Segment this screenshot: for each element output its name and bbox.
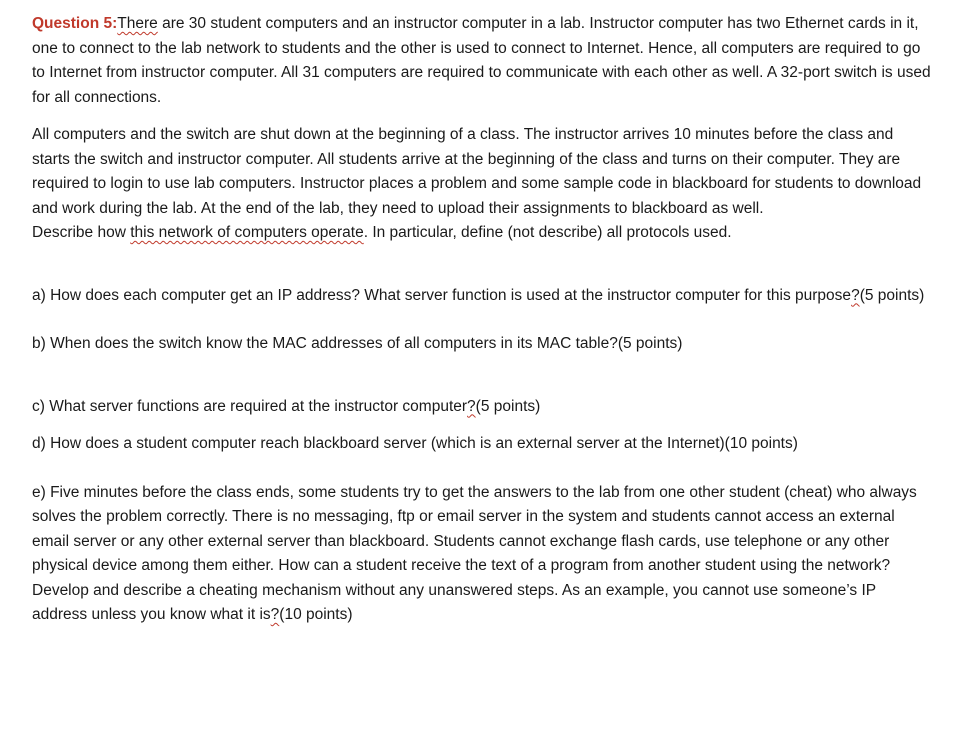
document-body	[32, 12, 932, 628]
part-c-text: c) What server functions are required at the instructor computer	[32, 397, 468, 415]
part-b: b) When does the switch know the MAC addresses of all computers in its MAC table?(5 points)	[32, 335, 683, 352]
describe-prefix: Describe how	[32, 224, 131, 241]
spacer	[32, 246, 932, 284]
part-e	[32, 481, 932, 628]
spellcheck-word: There	[117, 15, 158, 32]
spellcheck-mark: ?	[851, 286, 860, 304]
part-a-points: (5 points)	[859, 286, 925, 304]
part-e-text: e) Five minutes before the class ends, some students try to get the answers to the lab from one other student (cheat) who always solves the problem correctly. There is no messaging, ftp or email server in the system and students cannot access an external email server or any other external server than blackboard. Students cannot exchange flash cards, use telephone or any other physical device among them either. How can a student receive the text of a program from another student using the network? Develop and describe a cheating mechanism without any unanswered steps. As an example, you cannot use someone’s IP address unless you know what it is	[32, 483, 917, 623]
part-d: d) How does a student computer reach blackboard server (which is an external server at the Internet)(10 points)	[32, 435, 798, 452]
part-c-points: (5 points)	[475, 397, 541, 415]
part-e-points: (10 points)	[279, 606, 353, 623]
spellcheck-phrase: this network of computers operate	[130, 224, 364, 241]
spellcheck-mark: ?	[270, 606, 280, 623]
spellcheck-mark: ?	[467, 397, 476, 415]
spacer	[32, 357, 932, 395]
question-intro	[32, 12, 932, 110]
describe-suffix: . In particular, define (not describe) all protocols used.	[363, 224, 732, 241]
question-intro-text: are 30 student computers and an instructor computer in a lab. Instructor computer has two Ethernet cards in it, one to connect to the lab network to students and the other is used to connect to Internet. Hence, all computers are required to go to Internet from instructor computer. All 31 computers are required to communicate with each other as well. A 32-port switch is used for all connections.	[32, 15, 931, 106]
spacer	[32, 419, 932, 432]
part-c	[32, 395, 932, 420]
part-a	[32, 284, 932, 309]
spacer	[32, 308, 932, 332]
part-a-text: a) How does each computer get an IP address? What server function is used at the instructor computer for this purpose	[32, 286, 852, 304]
question-label: Question 5:	[32, 15, 118, 32]
spacer	[32, 457, 932, 481]
spacer	[32, 110, 932, 123]
describe-line	[32, 221, 932, 246]
scenario-paragraph: All computers and the switch are shut down at the beginning of a class. The instructor arrives 10 minutes before the class and starts the switch and instructor computer. All students arrive at the beginning of the class and turns on their computer. They are required to login to use lab computers. Instructor places a problem and some sample code in blackboard for students to download and work during the lab. At the end of the lab, they need to upload their assignments to blackboard as well.	[32, 126, 922, 217]
